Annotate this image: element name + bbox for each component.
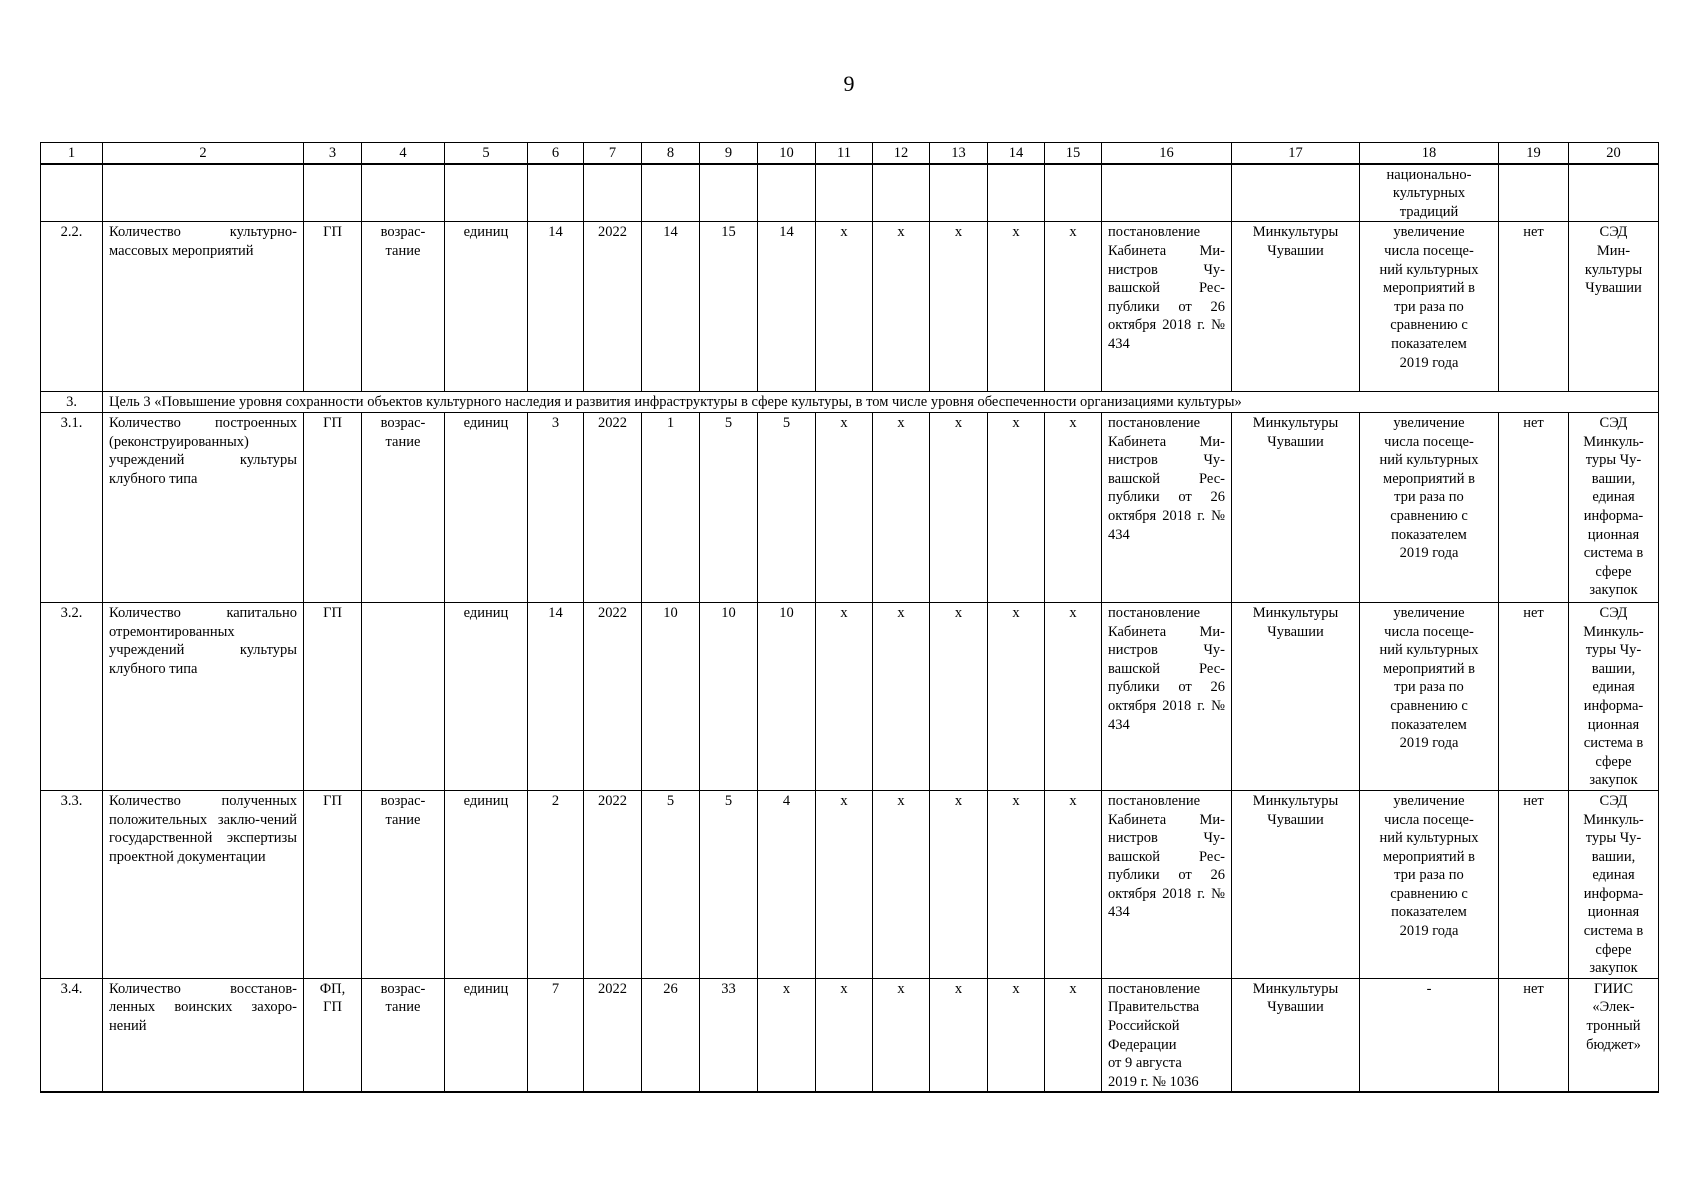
column-header: 15: [1045, 143, 1102, 164]
base-value-cell: 7: [528, 978, 584, 1092]
legal-act-cell: постановление Кабинета Ми-нистров Чу-вашской Рес-публики от 26 октября 2018 г. № 434: [1102, 222, 1232, 392]
data-source-cell: ГИИС «Элек- тронный бюджет»: [1569, 978, 1659, 1092]
row-number-cell: 3.3.: [41, 790, 103, 978]
value-cell: x: [1045, 790, 1102, 978]
column-header: 1: [41, 143, 103, 164]
empty-cell: [1569, 164, 1659, 222]
value-cell: 14: [758, 222, 816, 392]
indicator-name-cell: Количество культурно-массовых мероприятий: [103, 222, 304, 392]
column-header: 19: [1499, 143, 1569, 164]
empty-cell: [584, 164, 642, 222]
value-cell: x: [758, 978, 816, 1092]
continuation-row: [41, 164, 1659, 222]
unit-cell: единиц: [445, 602, 528, 790]
unit-cell: единиц: [445, 978, 528, 1092]
value-cell: x: [816, 602, 873, 790]
column-header: 5: [445, 143, 528, 164]
row-number-cell: 3.4.: [41, 978, 103, 1092]
empty-cell: [528, 164, 584, 222]
responsible-body-cell: Минкультуры Чувашии: [1232, 222, 1360, 392]
column-header: 6: [528, 143, 584, 164]
base-year-cell: 2022: [584, 222, 642, 392]
empty-cell: [1499, 164, 1569, 222]
value-cell: x: [873, 602, 930, 790]
goal-number-cell: 3.: [41, 392, 103, 413]
table-row: [41, 602, 1659, 790]
responsible-body-cell: Минкультуры Чувашии: [1232, 602, 1360, 790]
column-header: 13: [930, 143, 988, 164]
value-cell: x: [873, 412, 930, 602]
data-source-cell: СЭД Минкуль- туры Чу- вашии, единая информа- ционная система в сфере закупок: [1569, 412, 1659, 602]
flag-cell: нет: [1499, 412, 1569, 602]
base-year-cell: 2022: [584, 602, 642, 790]
column-header: 11: [816, 143, 873, 164]
goal-text-cell: Цель 3 «Повышение уровня сохранности объектов культурного наследия и развития инфраструктуры в сфере культуры, в том числе уровня обеспеченности организациями культуры»: [103, 392, 1659, 413]
column-header: 16: [1102, 143, 1232, 164]
empty-cell: [930, 164, 988, 222]
value-cell: 10: [642, 602, 700, 790]
indicator-name-cell: Количество капитально отремонтированных учреждений культуры клубного типа: [103, 602, 304, 790]
value-cell: 5: [700, 790, 758, 978]
column-header: 14: [988, 143, 1045, 164]
legal-act-cell: постановление Правительства Российской Федерации от 9 августа 2019 г. № 1036: [1102, 978, 1232, 1092]
base-value-cell: 2: [528, 790, 584, 978]
program-type-cell: ГП: [304, 602, 362, 790]
expected-result-cell: увеличение числа посеще- ний культурных мероприятий в три раза по сравнению с показателем 2019 года: [1360, 790, 1499, 978]
value-cell: 5: [758, 412, 816, 602]
empty-cell: [816, 164, 873, 222]
empty-cell: [445, 164, 528, 222]
empty-cell: [1045, 164, 1102, 222]
trend-cell: возрас- тание: [362, 978, 445, 1092]
value-cell: x: [988, 978, 1045, 1092]
value-cell: x: [930, 602, 988, 790]
responsible-body-cell: Минкультуры Чувашии: [1232, 978, 1360, 1092]
indicators-table: [40, 142, 1659, 1093]
value-cell: x: [873, 978, 930, 1092]
empty-cell: [304, 164, 362, 222]
value-cell: x: [816, 978, 873, 1092]
program-type-cell: ГП: [304, 412, 362, 602]
empty-cell: [103, 164, 304, 222]
base-year-cell: 2022: [584, 790, 642, 978]
value-cell: 1: [642, 412, 700, 602]
legal-act-cell: постановление Кабинета Ми-нистров Чу-вашской Рес-публики от 26 октября 2018 г. № 434: [1102, 790, 1232, 978]
flag-cell: нет: [1499, 978, 1569, 1092]
empty-cell: [758, 164, 816, 222]
column-header: 7: [584, 143, 642, 164]
column-header: 10: [758, 143, 816, 164]
indicator-name-cell: Количество восстанов-ленных воинских захоро-нений: [103, 978, 304, 1092]
value-cell: x: [1045, 222, 1102, 392]
data-source-cell: СЭД Минкуль- туры Чу- вашии, единая информа- ционная система в сфере закупок: [1569, 790, 1659, 978]
table-row: [41, 790, 1659, 978]
trend-cell: возрас- тание: [362, 412, 445, 602]
flag-cell: нет: [1499, 602, 1569, 790]
column-header: 18: [1360, 143, 1499, 164]
value-cell: x: [816, 790, 873, 978]
trend-cell: возрас- тание: [362, 790, 445, 978]
table-row: [41, 978, 1659, 1092]
unit-cell: единиц: [445, 222, 528, 392]
flag-cell: нет: [1499, 790, 1569, 978]
value-cell: x: [1045, 978, 1102, 1092]
flag-cell: нет: [1499, 222, 1569, 392]
value-cell: x: [988, 790, 1045, 978]
empty-cell: [362, 164, 445, 222]
expected-result-cell: -: [1360, 978, 1499, 1092]
expected-result-cell: увеличение числа посеще- ний культурных мероприятий в три раза по сравнению с показателем 2019 года: [1360, 412, 1499, 602]
value-cell: 10: [700, 602, 758, 790]
program-type-cell: ГП: [304, 790, 362, 978]
base-year-cell: 2022: [584, 978, 642, 1092]
data-source-cell: СЭД Минкуль- туры Чу- вашии, единая информа- ционная система в сфере закупок: [1569, 602, 1659, 790]
indicator-name-cell: Количество полученных положительных заклю-чений государственной экспертизы проектной документации: [103, 790, 304, 978]
empty-cell: [41, 164, 103, 222]
base-year-cell: 2022: [584, 412, 642, 602]
responsible-body-cell: Минкультуры Чувашии: [1232, 790, 1360, 978]
value-cell: x: [1045, 602, 1102, 790]
empty-cell: [873, 164, 930, 222]
page-number: 9: [843, 71, 855, 96]
value-cell: x: [930, 790, 988, 978]
program-type-cell: ГП: [304, 222, 362, 392]
value-cell: 26: [642, 978, 700, 1092]
value-cell: 33: [700, 978, 758, 1092]
value-cell: 14: [642, 222, 700, 392]
legal-act-cell: постановление Кабинета Ми-нистров Чу-вашской Рес-публики от 26 октября 2018 г. № 434: [1102, 602, 1232, 790]
table-row: [41, 222, 1659, 392]
value-cell: x: [873, 790, 930, 978]
unit-cell: единиц: [445, 790, 528, 978]
row-number-cell: 2.2.: [41, 222, 103, 392]
program-type-cell: ФП, ГП: [304, 978, 362, 1092]
column-number-header-row: [41, 143, 1659, 164]
indicator-name-cell: Количество построенных (реконструированных) учреждений культуры клубного типа: [103, 412, 304, 602]
empty-cell: [988, 164, 1045, 222]
value-cell: x: [873, 222, 930, 392]
row-number-cell: 3.1.: [41, 412, 103, 602]
column-header: 12: [873, 143, 930, 164]
base-value-cell: 14: [528, 222, 584, 392]
value-cell: x: [930, 412, 988, 602]
value-cell: x: [816, 412, 873, 602]
row-number-cell: 3.2.: [41, 602, 103, 790]
empty-cell: [1232, 164, 1360, 222]
column-header: 20: [1569, 143, 1659, 164]
value-cell: 4: [758, 790, 816, 978]
unit-cell: единиц: [445, 412, 528, 602]
value-cell: 5: [642, 790, 700, 978]
column-header: 17: [1232, 143, 1360, 164]
value-cell: x: [988, 602, 1045, 790]
value-cell: 15: [700, 222, 758, 392]
value-cell: x: [988, 412, 1045, 602]
trend-cell: [362, 602, 445, 790]
value-cell: x: [816, 222, 873, 392]
table-row: [41, 412, 1659, 602]
column-header: 4: [362, 143, 445, 164]
data-source-cell: СЭД Мин- культуры Чувашии: [1569, 222, 1659, 392]
value-cell: x: [930, 978, 988, 1092]
column-header: 3: [304, 143, 362, 164]
column-header: 2: [103, 143, 304, 164]
empty-cell: [1102, 164, 1232, 222]
value-cell: x: [930, 222, 988, 392]
responsible-body-cell: Минкультуры Чувашии: [1232, 412, 1360, 602]
expected-result-cell: национально- культурных традиций: [1360, 164, 1499, 222]
value-cell: 10: [758, 602, 816, 790]
expected-result-cell: увеличение числа посеще- ний культурных мероприятий в три раза по сравнению с показателем 2019 года: [1360, 222, 1499, 392]
empty-cell: [700, 164, 758, 222]
column-header: 8: [642, 143, 700, 164]
empty-cell: [642, 164, 700, 222]
column-header: 9: [700, 143, 758, 164]
goal-row: [41, 392, 1659, 413]
value-cell: x: [988, 222, 1045, 392]
expected-result-cell: увеличение числа посеще- ний культурных мероприятий в три раза по сравнению с показателем 2019 года: [1360, 602, 1499, 790]
base-value-cell: 14: [528, 602, 584, 790]
legal-act-cell: постановление Кабинета Ми-нистров Чу-вашской Рес-публики от 26 октября 2018 г. № 434: [1102, 412, 1232, 602]
trend-cell: возрас- тание: [362, 222, 445, 392]
value-cell: 5: [700, 412, 758, 602]
base-value-cell: 3: [528, 412, 584, 602]
value-cell: x: [1045, 412, 1102, 602]
